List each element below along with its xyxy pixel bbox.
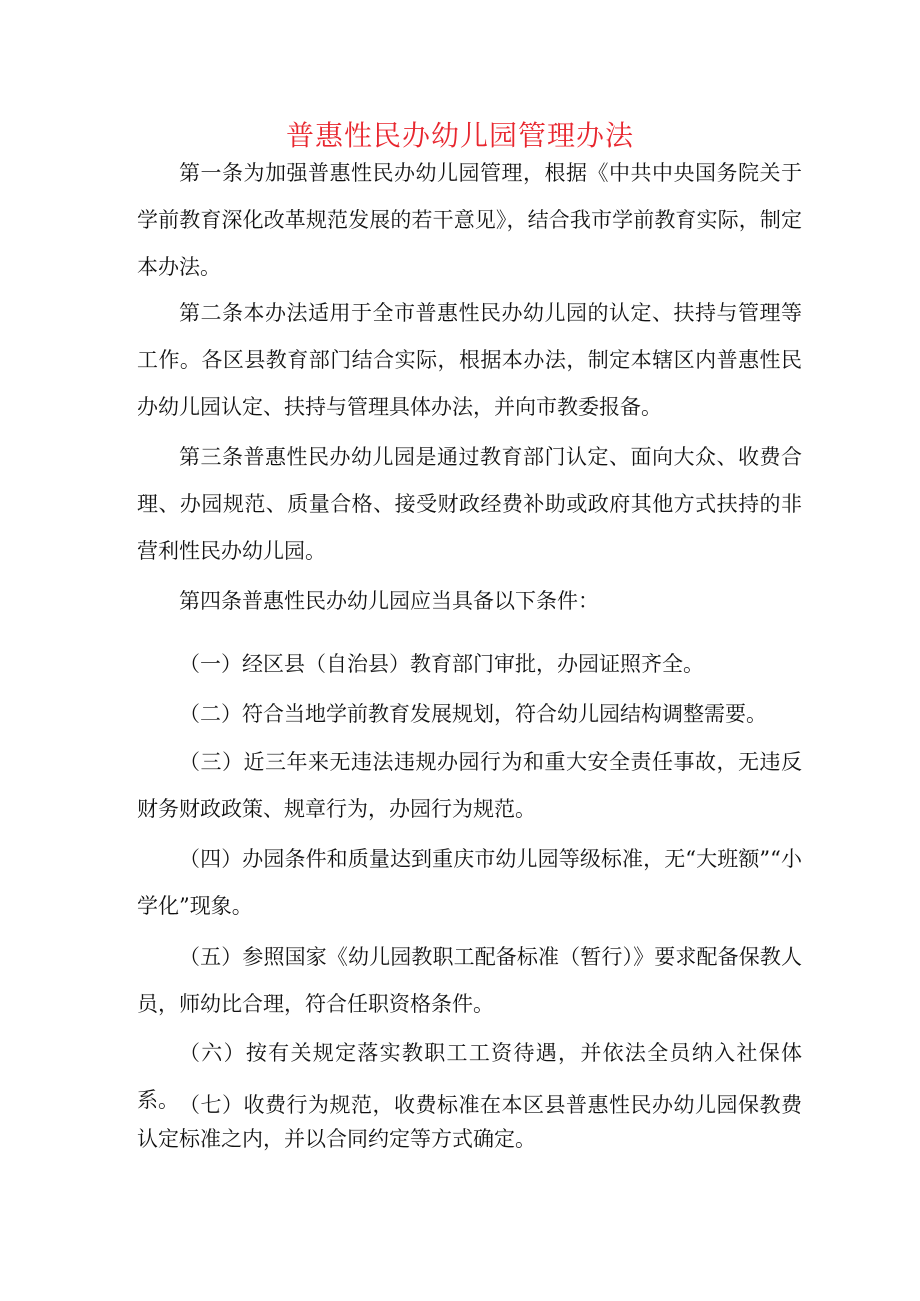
article-4-paragraph: 第四条普惠性民办幼儿园应当具备以下条件： (179, 589, 599, 613)
condition-3-paragraph: （三）近三年来无违法违规办园行为和重大安全责任事故，无违反财务财政政策、规章行为，办园行为规范。 (137, 750, 802, 821)
article-3-paragraph: 第三条普惠性民办幼儿园是通过教育部门认定、面向大众、收费合理、办园规范、质量合格、接受财政经费补助或政府其他方式扶持的非营利性民办幼儿园。 (137, 445, 802, 563)
condition-2-paragraph: （二）符合当地学前教育发展规划，符合幼儿园结构调整需要。 (179, 702, 767, 726)
condition-4-paragraph: （四）办园条件和质量达到重庆市幼儿园等级标准，无“大班额”“小学化”现象。 (137, 847, 802, 918)
condition-6-paragraph: （六）按有关规定落实教职工工资待遇，并依法全员纳入社保体系。 (137, 1041, 802, 1112)
condition-5-paragraph: （五）参照国家《幼儿园教职工配备标准（暂行）》要求配备保教人员，师幼比合理，符合任职资格条件。 (137, 945, 802, 1016)
article-1-paragraph: 第一条为加强普惠性民办幼儿园管理，根据《中共中央国务院关于学前教育深化改革规范发展的若干意见》，结合我市学前教育实际，制定本办法。 (137, 161, 802, 279)
condition-1-paragraph: （一）经区县（自治县）教育部门审批，办园证照齐全。 (179, 652, 704, 676)
document-title: 普惠性民办幼儿园管理办法 (285, 119, 634, 152)
article-2-paragraph: 第二条本办法适用于全市普惠性民办幼儿园的认定、扶持与管理等工作。各区县教育部门结合实际，根据本办法，制定本辖区内普惠性民办幼儿园认定、扶持与管理具体办法，并向市教委报备。 (137, 301, 802, 419)
condition-7-paragraph: （七）收费行为规范，收费标准在本区县普惠性民办幼儿园保教费认定标准之内，并以合同约定等方式确定。 (137, 1093, 802, 1151)
